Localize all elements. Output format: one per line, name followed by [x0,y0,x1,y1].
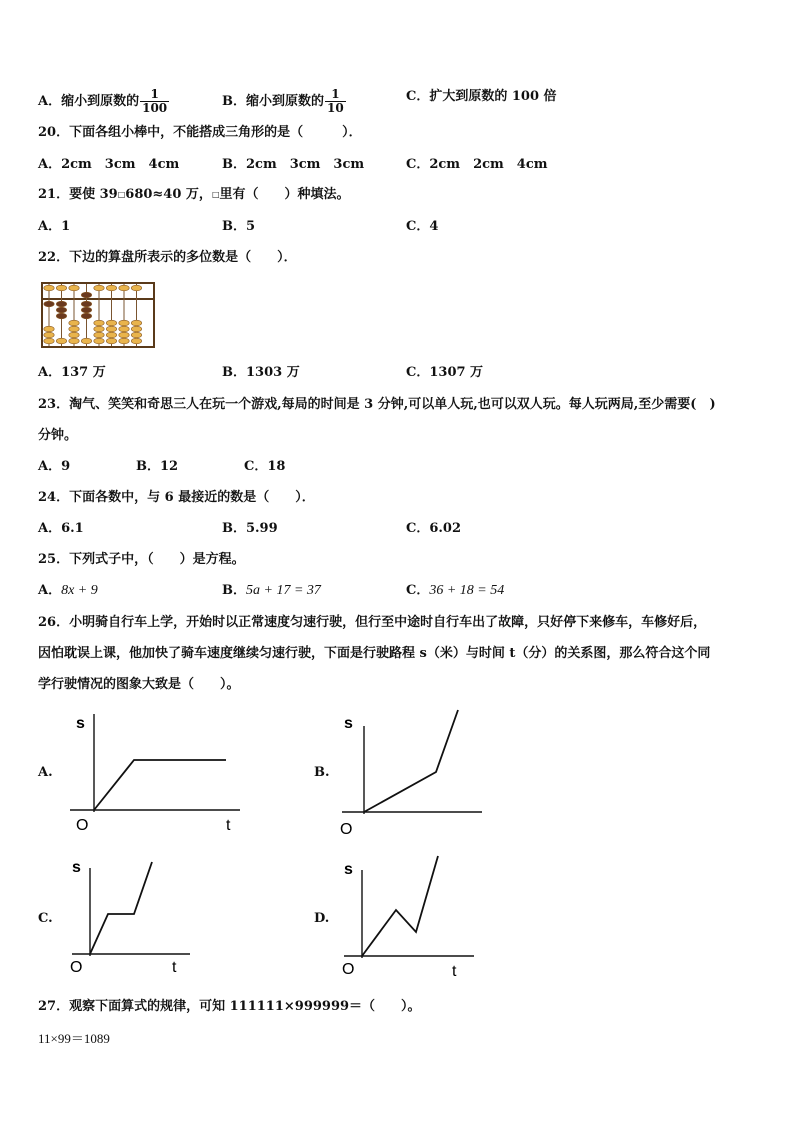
q25-option-c[interactable]: C．36 + 18 = 54 [406,583,505,598]
abacus-upper-bead [131,285,141,291]
abacus-lower-bead [69,338,79,344]
abacus-lower-bead [119,320,129,326]
abacus-lower-bead [56,338,66,344]
x-axis-label: t [226,817,231,834]
q19-b-label: B． [222,94,246,109]
q26-option-a-label[interactable]: A. [38,765,53,780]
abacus-lower-bead [69,320,79,326]
q19-a-text: 缩小到原数的 [61,94,140,109]
q20-option-b[interactable]: B．2cm 3cm 3cm [222,157,365,172]
q21-option-b[interactable]: B．5 [222,219,256,234]
abacus-lower-bead [81,301,91,307]
q19-a-label: A． [38,94,62,109]
q26-stem-line1: 26．小明骑自行车上学，开始时以正常速度匀速行驶，但行至中途时自行车出了故障，只好停下来修车，车修好后， [38,615,707,630]
y-axis-label: s [344,715,353,732]
q25-stem: 25．下列式子中，（ ）是方程。 [38,552,245,567]
abacus-upper-bead [119,285,129,291]
abacus-lower-bead [131,326,141,332]
abacus-lower-bead [81,338,91,344]
abacus-lower-bead [106,338,116,344]
q24-stem: 24．下面各数中，与 6 最接近的数是（ ）． [38,490,315,505]
abacus-lower-bead [106,320,116,326]
graph-line [362,856,438,956]
q19-c-text: 扩大到原数的 100 倍 [429,89,557,104]
q27-stem: 27．观察下面算式的规律，可知 111111×999999＝（ ）。 [38,999,421,1014]
q22-option-c[interactable]: C．1307 万 [406,365,484,380]
x-axis-label: t [172,959,177,976]
abacus-upper-bead [69,285,79,291]
abacus-lower-bead [131,320,141,326]
abacus-lower-bead [69,332,79,338]
q19-a-fraction: $\frac{1}{100}$ [142,87,168,115]
q22-option-a[interactable]: A．137 万 [38,365,106,380]
q20-stem: 20．下面各组小棒中，不能搭成三角形的是（ ）． [38,125,362,140]
q20-option-c[interactable]: C．2cm 2cm 4cm [406,157,548,172]
abacus-lower-bead [106,326,116,332]
abacus-lower-bead [94,338,104,344]
q26-graph-b[interactable] [336,706,488,840]
abacus-lower-bead [119,326,129,332]
q20-option-a[interactable]: A．2cm 3cm 4cm [38,157,180,172]
q26-option-d-label[interactable]: D. [314,911,330,926]
abacus-upper-bead [106,285,116,291]
q25-b-expression: 5a + 17 = 37 [246,583,321,598]
abacus-lower-bead [81,307,91,313]
q21-option-c[interactable]: C．4 [406,219,439,234]
q22-option-b[interactable]: B．1303 万 [222,365,300,380]
abacus-lower-bead [94,326,104,332]
abacus-lower-bead [56,301,66,307]
q19-b-fraction: $\frac{1}{10}$ [327,87,344,115]
y-axis-label: s [344,861,353,878]
abacus-upper-bead [81,292,91,298]
q25-c-expression: 36 + 18 = 54 [429,583,505,598]
q23-option-a[interactable]: A．9 [38,459,71,474]
q19-option-a[interactable] [38,88,169,115]
abacus-lower-bead [56,313,66,319]
abacus-lower-bead [106,332,116,338]
q23-stem-line1: 23．淘气、笑笑和奇思三人在玩一个游戏,每局的时间是 3 分钟,可以单人玩,也可以双人玩。每人玩两局,至少需要( ) [38,397,716,412]
graph-line [94,760,226,810]
q26-graph-c[interactable] [66,852,196,978]
abacus-lower-bead [44,338,54,344]
q19-c-label: C． [406,89,430,104]
q21-option-a[interactable]: A．1 [38,219,71,234]
q23-stem-line2: 分钟。 [38,428,78,443]
q24-option-a[interactable]: A．6.1 [38,521,84,536]
y-axis-label: s [72,859,81,876]
q22-stem: 22．下边的算盘所表示的多位数是（ ）． [38,250,297,265]
q26-option-b-label[interactable]: B. [314,765,330,780]
abacus-lower-bead [119,338,129,344]
q26-graph-a[interactable] [64,704,250,838]
abacus-lower-bead [94,332,104,338]
abacus-lower-bead [44,301,54,307]
origin-label: O [70,959,83,976]
abacus-lower-bead [44,326,54,332]
q26-stem-line2: 因怕耽误上课，他加快了骑车速度继续匀速行驶，下面是行驶路程 s（米）与时间 t（分）的关系图，那么符合这个同 [38,646,711,661]
origin-label: O [76,817,89,834]
q26-graph-d[interactable] [340,852,480,980]
q21-stem: 21．要使 39□680≈40 万，□里有（ ）种填法。 [38,187,350,202]
q23-option-c[interactable]: C．18 [244,459,286,474]
q25-option-a[interactable]: A．8x + 9 [38,583,98,598]
abacus-lower-bead [69,326,79,332]
origin-label: O [342,961,355,978]
abacus-lower-bead [56,307,66,313]
q19-option-b[interactable] [222,88,346,115]
abacus-upper-bead [44,285,54,291]
q24-option-c[interactable]: C．6.02 [406,521,462,536]
q25-a-expression: 8x + 9 [61,583,98,598]
x-axis-label: t [452,963,457,980]
graph-line [90,862,152,954]
q19-option-c[interactable] [406,88,557,106]
q27-example-line: 11×99＝1089 [38,1031,110,1046]
abacus-lower-bead [131,338,141,344]
abacus-upper-bead [94,285,104,291]
q26-option-c-label[interactable]: C. [38,911,53,926]
abacus-image [40,282,156,348]
abacus-lower-bead [81,313,91,319]
origin-label: O [340,821,353,838]
q24-option-b[interactable]: B．5.99 [222,521,278,536]
abacus-upper-bead [56,285,66,291]
abacus-lower-bead [131,332,141,338]
q25-option-b[interactable]: B．5a + 17 = 37 [222,583,321,598]
y-axis-label: s [76,715,85,732]
abacus-lower-bead [119,332,129,338]
q19-b-text: 缩小到原数的 [246,94,325,109]
abacus-lower-bead [44,332,54,338]
abacus-lower-bead [94,320,104,326]
q26-stem-line3: 学行驶情况的图象大致是（ ）。 [38,677,240,692]
q23-option-b[interactable]: B．12 [136,459,179,474]
graph-line [364,710,458,812]
